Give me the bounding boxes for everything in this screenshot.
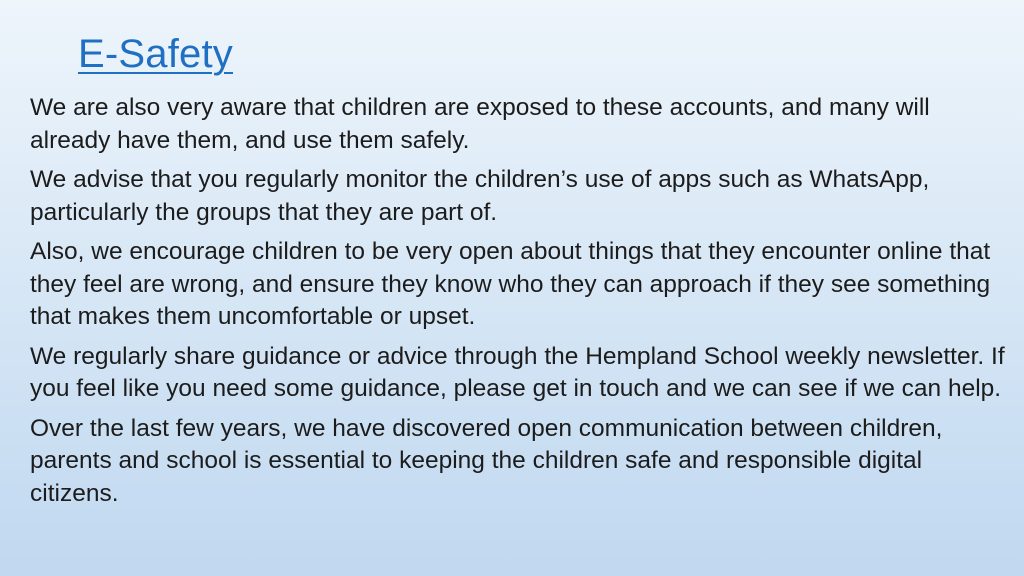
paragraph-newsletter-guidance: We regularly share guidance or advice through the Hempland School weekly newsletter. If you feel like you need some guidance, please get in touch and we can see if we can help. <box>30 342 1005 402</box>
slide-body <box>30 92 1005 517</box>
slide-title: E-Safety <box>78 32 233 76</box>
paragraph-open-encouragement: Also, we encourage children to be very open about things that they encounter online that they feel are wrong, and ensure they know who they can approach if they see something that makes them uncomfortable or upset. <box>30 238 991 330</box>
paragraph-monitor-apps: We advise that you regularly monitor the children’s use of apps such as WhatsApp, particularly the groups that they are part of. <box>30 166 930 226</box>
paragraph-open-communication: Over the last few years, we have discovered open communication between children, parents and school is essential to keeping the children safe and responsible digital citizens. <box>30 414 943 507</box>
paragraph-accounts-awareness: We are also very aware that children are exposed to these accounts, and many will already have them, and use them safely. <box>30 94 930 154</box>
